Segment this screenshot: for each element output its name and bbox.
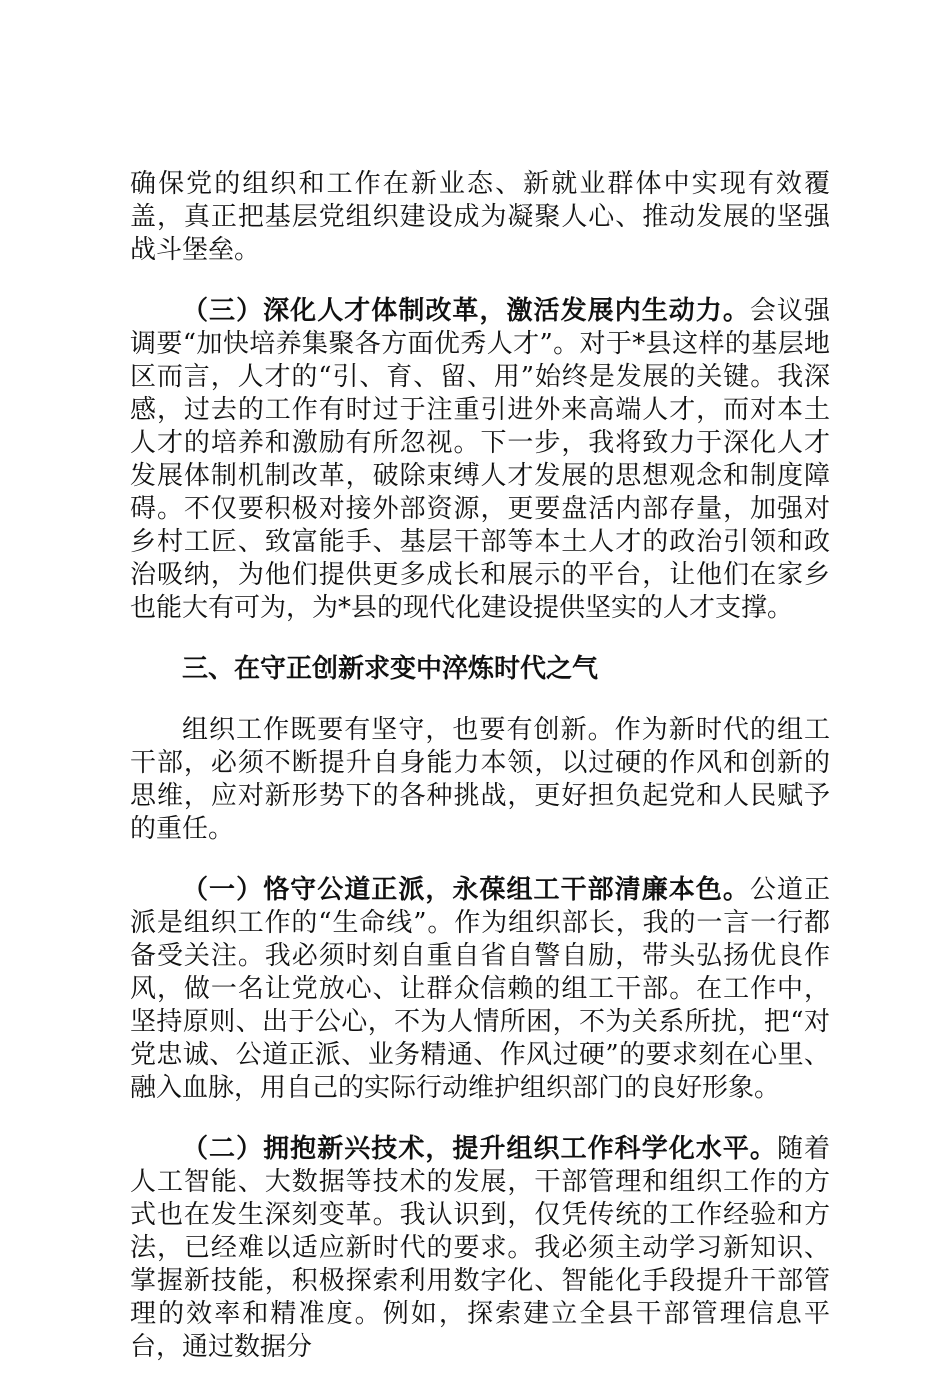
paragraph-lead: （二）拥抱新兴技术，提升组织工作科学化水平。	[182, 1134, 777, 1164]
paragraph-talent-reform	[130, 295, 830, 625]
paragraph-lead: （三）深化人才体制改革，激活发展内生动力。	[182, 296, 750, 326]
paragraph-lead: （一）恪守公道正派，永葆组工干部清廉本色。	[182, 875, 750, 905]
paragraph-section-intro	[130, 714, 830, 846]
paragraph-integrity	[130, 874, 830, 1105]
paragraph-text: 会议强调要“加快培养集聚各方面优秀人才”。对于*县这样的基层地区而言，人才的“引、育、留、用”始终是发展的关键。我深感，过去的工作有时过于注重引进外来高端人才，而对本土人才的培养和激励有所忽视。下一步，我将致力于深化人才发展体制机制改革，破除束缚人才发展的思想观念和制度障碍。不仅要积极对接外部资源，更要盘活内部存量，加强对乡村工匠、致富能手、基层干部等本土人才的政治引领和政治吸纳，为他们提供更多成长和展示的平台，让他们在家乡也能大有可为，为*县的现代化建设提供坚实的人才支撑。	[130, 296, 830, 623]
document-body	[130, 168, 830, 1392]
paragraph-text: 随着人工智能、大数据等技术的发展，干部管理和组织工作的方式也在发生深刻变革。我认识到，仅凭传统的工作经验和方法，已经难以适应新时代的要求。我必须主动学习新知识、掌握新技能，积极探索利用数字化、智能化手段提升干部管理的效率和精准度。例如，探索建立全县干部管理信息平台，通过数据分	[130, 1134, 830, 1362]
paragraph-technology	[130, 1133, 830, 1364]
paragraph-text: 公道正派是组织工作的“生命线”。作为组织部长，我的一言一行都备受关注。我必须时刻自重自省自警自励，带头弘扬优良作风，做一名让党放心、让群众信赖的组工干部。在工作中，坚持原则、出于公心，不为人情所困，不为关系所扰，把“对党忠诚、公道正派、业务精通、作风过硬”的要求刻在心里、融入血脉，用自己的实际行动维护组织部门的良好形象。	[130, 875, 830, 1103]
paragraph-text: 组织工作既要有坚守，也要有创新。作为新时代的组工干部，必须不断提升自身能力本领，以过硬的作风和创新的思维，应对新形势下的各种挑战，更好担负起党和人民赋予的重任。	[130, 715, 830, 844]
paragraph-text: 确保党的组织和工作在新业态、新就业群体中实现有效覆盖，真正把基层党组织建设成为凝聚人心、推动发展的坚强战斗堡垒。	[130, 169, 830, 265]
section-heading: 三、在守正创新求变中淬炼时代之气	[182, 654, 599, 684]
paragraph-continuation	[130, 168, 830, 267]
